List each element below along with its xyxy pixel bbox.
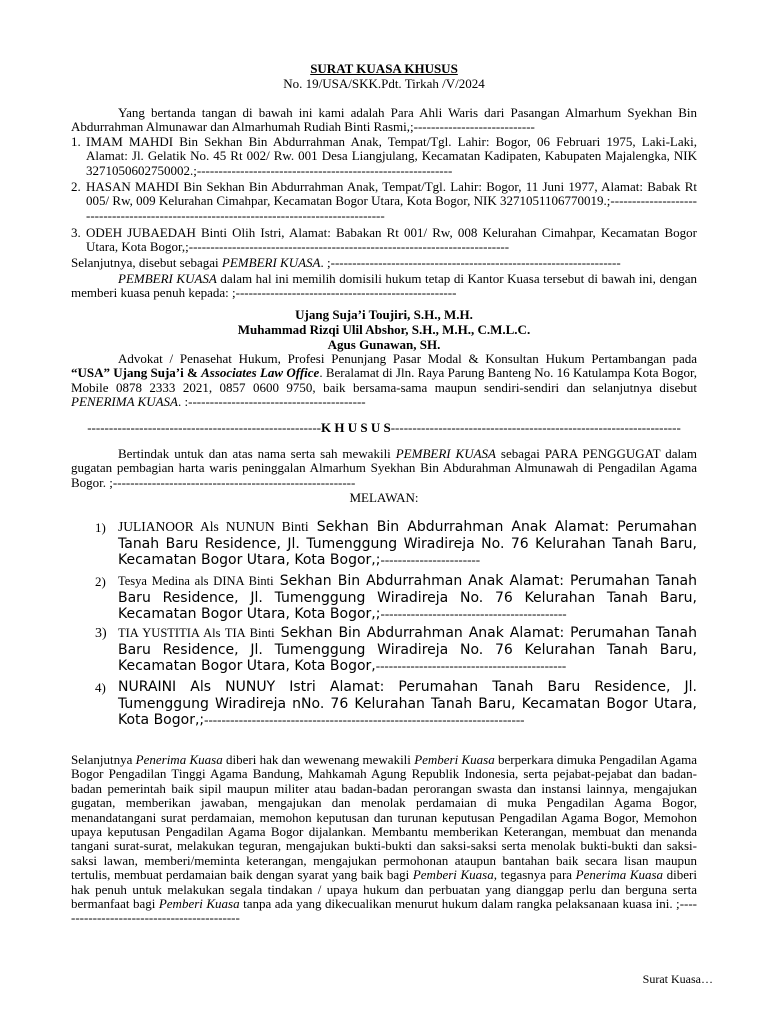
grantor-number: 1. <box>71 134 81 149</box>
grantor-number: 3. <box>71 225 81 240</box>
intro-paragraph: Yang bertanda tangan di bawah ini kami adalah Para Ahli Waris dari Pasangan Almarhum Syekhan Bin Abdurrahman Almunawar dan Almarhumah Rudiah Binti Rasmi,;---------------------------- <box>71 105 697 135</box>
hereafter-line: Selanjutnya, disebut sebagai PEMBERI KUASA. ;------------------------------------------------------------------- <box>71 256 621 270</box>
powers-paragraph: Selanjutnya Penerima Kuasa diberi hak dan wewenang mewakili Pemberi Kuasa berperkara dimuka Pengadilan Agama Bogor Pengadilan Tinggi Agama Bandung, Mahkamah Agung Republik Indonesia, serta pejabat-pejabat dan badan-badan pemerintah baik sipil maupun militer atau badan-badan perorangan swasta dan instansi lainnya, mengajukan gugatan, memberikan jawaban, mengajukan dan menolak perdamaian di muka Pengadilan Agama Bogor, menandatangani surat perdamaian, memohon keputusan dan turunan keputusan Pengadilan Agama Bogor, Memohon upaya keputusan Pengadilan Agama Bogor dijalankan. Membantu memberikan Keterangan, membuat dan menanda tangani surat-surat, melakukan teguran, mengajukan bukti-bukti dan saksi-saksi serta menolak bukti-bukti dan saksi-saksi lawan, memberi/meminta keterangan, mengajukan permohonan ataupun bantahan baik secara lisan maupun tertulis, membuat perdamaian baik dengan syarat yang baik bagi Pemberi Kuasa, tegasnya para Penerima Kuasa diberi hak penuh untuk melakukan segala tindakan / upaya hukum dan perbuatan yang dianggap perlu dan berguna serta bermanfaat bagi Pemberi Kuasa tanpa ada yang dikecualikan menurut hukum dalam rangka pelaksanaan kuasa ini. ;------------------------------------------- <box>71 752 698 926</box>
grantor-item: IMAM MAHDI Bin Sekhan Bin Abdurrahman Anak, Tempat/Tgl. Lahir: Bogor, 06 Februari 1975, Laki-Laki, Alamat: Jl. Gelatik No. 45 Rt 002/ Rw. 001 Desa Liangjulang, Kecamatan Kadipaten, Kabupaten Majalengka, NIK 3271050602750002.;----------------------------------------------------------- <box>86 134 697 178</box>
advocate-paragraph: Advokat / Penasehat Hukum, Profesi Penunjang Pasar Modal & Konsultan Hukum Pertambangan pada “USA” Ujang Suja’i & Associates Law Office. Beralamat di Jln. Raya Parung Banteng No. 16 Katulampa Kota Bogor, Mobile 0878 2333 2021, 0857 0600 9750, baik bersama-sama maupun sendiri-sendiri dan selanjutnya disebut PENERIMA KUASA. :----------------------------------------- <box>71 351 698 410</box>
defendant-number: 4) <box>95 680 106 695</box>
khusus-heading: ------------------------------------------------------K H U S U S------------------------------------------------------------------- <box>87 421 681 435</box>
domicile-paragraph: PEMBERI KUASA dalam hal ini memilih domisili hukum tetap di Kantor Kuasa tersebut di bawah ini, dengan memberi kuasa penuh kepada: ;--------------------------------------------------- <box>71 271 697 301</box>
versus-heading: MELAWAN: <box>349 490 419 505</box>
filler-dashes: ---------------------------- <box>413 119 535 135</box>
defendant-number: 1) <box>95 520 106 535</box>
page-footer: Surat Kuasa… <box>642 972 713 986</box>
act-paragraph: Bertindak untuk dan atas nama serta sah mewakili PEMBERI KUASA sebagai PARA PENGGUGAT dalam gugatan pembagian harta waris peninggalan Almarhum Syekhan Bin Abdurahman Almunawah di Pengadilan Agama Bogor. ;-------------------------------------------------------- <box>71 446 697 490</box>
grantor-item: ODEH JUBAEDAH Binti Olih Istri, Alamat: Babakan Rt 001/ Rw, 008 Kelurahan Cimahpar, Kecamatan Bogor Utara, Kota Bogor,;-------------------------------------------------------------------------- <box>86 225 697 255</box>
lawyer-name: Muhammad Rizqi Ulil Abshor, S.H., M.H., C.M.L.C. <box>237 322 531 337</box>
lawyer-name: Agus Gunawan, SH. <box>327 337 441 352</box>
grantor-item: HASAN MAHDI Bin Sekhan Bin Abdurrahman Anak, Tempat/Tgl. Lahir: Bogor, 11 Juni 1977, Alamat: Babak Rt 005/ Rw, 009 Kelurahan Cimahpar, Kecamatan Bogor Utara, Kota Bogor, NIK 3271051106770019.;----------------------------------------------------------------------------------------- <box>86 179 697 223</box>
document-title: SURAT KUASA KHUSUS <box>310 61 458 76</box>
document-number: No. 19/USA/SKK.Pdt. Tirkah /V/2024 <box>283 76 485 91</box>
grantor-number: 2. <box>71 179 81 194</box>
document-page: SURAT KUASA KHUSUS No. 19/USA/SKK.Pdt. Tirkah /V/2024 Yang bertanda tangan di bawah ini kami adalah Para Ahli Waris dari Pasangan Almarhum Syekhan Bin Abdurrahman Almunawar dan Almarhumah Rudiah Binti Rasmi,;---------------------------- 1. IMAM MAHDI Bin Sekhan Bin Abdurrahman Anak, Tempat/Tgl. Lahir: Bogor, 06 Februari 1975, Laki-Laki, Alamat: Jl. Gelatik No. 45 Rt 002/ Rw. 001 Desa Liangjulang, Kecamatan Kadipaten, Kabupaten Majalengka, NIK 3271050602750002.;----------------------------------------------------------- 2. HASAN MAHDI Bin Sekhan Bin Abdurrahman Anak, Tempat/Tgl. Lahir: Bogor, 11 Juni 1977, Alamat: Babak Rt 005/ Rw, 009 Kelurahan Cimahpar, Kecamatan Bogor Utara, Kota Bogor, NIK 3271051106770019.;----------------------------------------------------------------------------------------- 3. ODEH JUBAEDAH Binti Olih Istri, Alamat: Babakan Rt 001/ Rw, 008 Kelurahan Cimahpar, Kecamatan Bogor Utara, Kota Bogor,;-------------------------------------------------------------------------- Selanjutnya, disebut sebagai PEMBERI KUASA. ;------------------------------------------------------------------- PEMBERI KUASA dalam hal ini memilih domisili hukum tetap di Kantor Kuasa tersebut di bawah ini, dengan memberi kuasa penuh kepada: ;--------------------------------------------------- Ujang Suja’i Toujiri, S.H., M.H. Muhammad Rizqi Ulil Abshor, S.H., M.H., C.M.L.C. Agus Gunawan, SH. Advokat / Penasehat Hukum, Profesi Penunjang Pasar Modal & Konsultan Hukum Pertambangan pada “USA” Ujang Suja’i & Associates Law Office. Beralamat di Jln. Raya Parung Banteng No. 16 Katulampa Kota Bogor, Mobile 0878 2333 2021, 0857 0600 9750, baik bersama-sama maupun sendiri-sendiri dan selanjutnya disebut PENERIMA KUASA. :----------------------------------------- ------------------------------------------------------K H U S U S------------------------------------------------------------------- Bertindak untuk dan atas nama serta sah mewakili PEMBERI KUASA sebagai PARA PENGGUGAT dalam gugatan pembagian harta waris peninggalan Almarhum Syekhan Bin Abdurahman Almunawah di Pengadilan Agama Bogor. ;-------------------------------------------------------- MELAWAN: 1) JULIANOOR Als NUNUN Binti Sekhan Bin Abdurrahman Anak Alamat: Perumahan Tanah Baru Residence, Jl. Tumenggung Wiradireja No. 76 Kelurahan Tanah Baru, Kecamatan Bogor Utara, Kota Bogor,;----------------------- 2) Tesya Medina als DINA Binti Sekhan Bin Abdurrahman Anak Alamat: Perumahan Tanah Baru Residence, Jl. Tumenggung Wiradireja No. 76 Kelurahan Tanah Baru, Kecamatan Bogor Utara, Kota Bogor,;------------------------------------------- 3) TIA YUSTITIA Als TIA Binti Sekhan Bin Abdurrahman Anak Alamat: Perumahan Tanah Baru Residence, Jl. Tumenggung Wiradireja No. 76 Kelurahan Tanah Baru, Kecamatan Bogor Utara, Kota Bogor,-------------------------------------------- 4) NURAINI Als NUNUY Istri Alamat: Perumahan Tanah Baru Residence, Jl. Tumenggung Wiradireja nNo. 76 Kelurahan Tanah Baru, Kecamatan Bogor Utara, Kota Bogor,;-------------------------------------------------------------------------- Selanjutnya Penerima Kuasa diberi hak dan wewenang mewakili Pemberi Kuasa berperkara dimuka Pengadilan Agama Bogor Pengadilan Tinggi Agama Bandung, Mahkamah Agung Republik Indonesia, serta pejabat-pejabat dan badan-badan pemerintah baik sipil maupun militer atau badan-badan perorangan swasta dan instansi lainnya, mengajukan gugatan, memberikan jawaban, mengajukan dan menolak perdamaian di muka Pengadilan Agama Bogor, menandatangani surat perdamaian, memohon keputusan dan turunan keputusan Pengadilan Agama Bogor, Memohon upaya keputusan Pengadilan Agama Bogor dijalankan. Membantu memberikan Keterangan, membuat dan menanda tangani surat-surat, melakukan teguran, mengajukan bukti-bukti dan saksi-saksi serta menolak bukti-bukti dan saksi-saksi lawan, memberi/meminta keterangan, mengajukan permohonan ataupun bantahan baik secara lisan maupun tertulis, membuat perdamaian baik dengan syarat yang baik bagi Pemberi Kuasa, tegasnya para Penerima Kuasa diberi hak penuh untuk melakukan segala tindakan / upaya hukum dan perbuatan yang dianggap perlu dan berguna serta bermanfaat bagi Pemberi Kuasa tanpa ada yang dikecualikan menurut hukum dalam rangka pelaksanaan kuasa ini. ;------------------------------------------- Surat Kuasa… <box>0 0 768 1024</box>
lawyer-name: Ujang Suja’i Toujiri, S.H., M.H. <box>295 307 473 322</box>
defendant-number: 2) <box>95 574 106 589</box>
defendant-number: 3) <box>95 626 107 641</box>
